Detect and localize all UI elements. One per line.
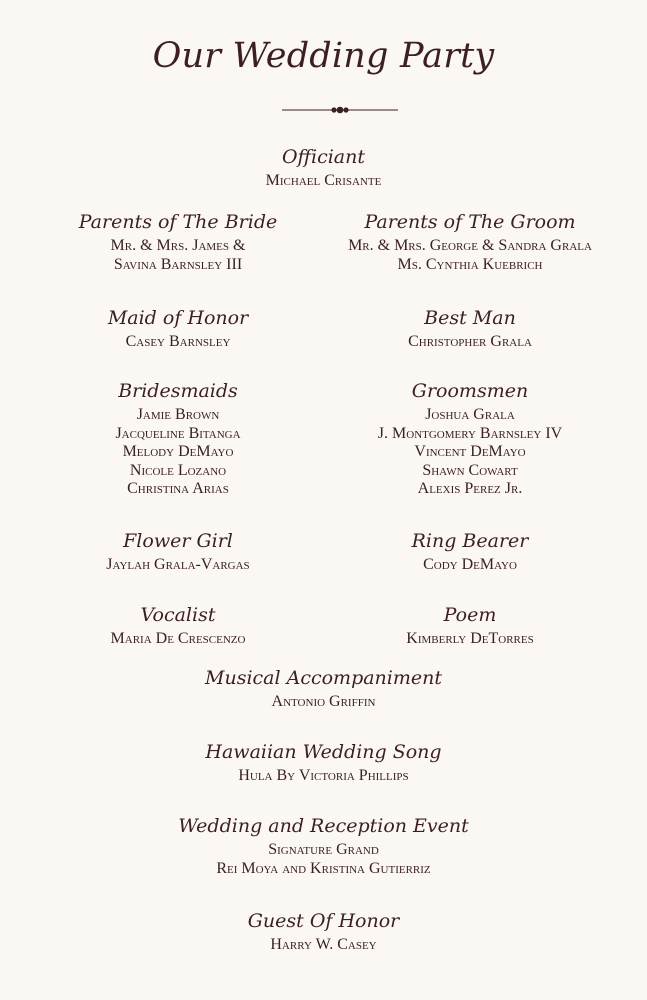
flower-girl-heading: Flower Girl: [123, 530, 233, 552]
maid-of-honor-names: [48, 333, 308, 352]
musical-accompaniment-section: [0, 667, 647, 712]
ring-bearer-names: [324, 556, 616, 575]
groomsman-name: Shawn Cowart: [422, 461, 518, 479]
bridesmaid-name: Christina Arias: [127, 480, 229, 497]
groomsmen-section: [324, 380, 616, 499]
vocalist-heading: Vocalist: [140, 604, 216, 626]
poem-name: Kimberly DeTorres: [406, 630, 534, 647]
guest-of-honor-section: [0, 910, 647, 955]
guest-of-honor-names: [0, 936, 647, 955]
parents-of-bride-heading: Parents of The Bride: [78, 211, 278, 233]
officiant-section: [0, 146, 647, 191]
guest-of-honor-name: Harry W. Casey: [270, 936, 377, 953]
maid-of-honor-section: [48, 307, 308, 352]
bridesmaids-section: [48, 380, 308, 499]
musical-accompaniment-name: Antonio Griffin: [271, 693, 376, 710]
bridesmaid-name: Nicole Lozano: [129, 461, 227, 479]
parents-of-groom-section: [324, 211, 616, 274]
officiant-names: [0, 172, 647, 191]
bridesmaids-heading: Bridesmaids: [118, 380, 238, 402]
best-man-names: [324, 333, 616, 352]
maid-of-honor-name: Casey Barnsley: [125, 333, 231, 350]
bridesmaids-names: [48, 406, 308, 499]
poem-section: [324, 604, 616, 649]
officiant-name: Michael Crisante: [265, 172, 382, 189]
parents-of-groom-line: Ms. Cynthia Kuebrich: [397, 255, 543, 273]
parents-of-bride-section: [48, 211, 308, 274]
wedding-reception-event-heading: Wedding and Reception Event: [178, 815, 469, 837]
hawaiian-wedding-song-names: [0, 767, 647, 786]
vocalist-names: [48, 630, 308, 649]
groomsmen-names: [324, 406, 616, 499]
hawaiian-wedding-song-name: Hula By Victoria Phillips: [238, 767, 409, 784]
hawaiian-wedding-song-section: [0, 741, 647, 786]
flower-girl-name: Jaylah Grala-Vargas: [106, 556, 250, 573]
bridesmaid-name: Jamie Brown: [136, 406, 220, 423]
groomsman-name: Vincent DeMayo: [414, 443, 526, 460]
parents-of-bride-line: Mr. & Mrs. James &: [110, 237, 246, 254]
maid-of-honor-heading: Maid of Honor: [107, 307, 249, 329]
groomsman-name: J. Montgomery Barnsley IV: [377, 424, 563, 442]
vocalist-name: Maria De Crescenzo: [110, 630, 246, 647]
event-hosts-line: Rei Moya and Kristina Gutierriz: [216, 859, 431, 877]
groomsman-name: Alexis Perez Jr.: [417, 480, 523, 497]
parents-of-groom-heading: Parents of The Groom: [364, 211, 576, 233]
best-man-section: [324, 307, 616, 352]
parents-of-groom-names: [324, 237, 616, 274]
best-man-heading: Best Man: [424, 307, 516, 329]
wedding-reception-event-section: [0, 815, 647, 878]
groomsman-name: Joshua Grala: [425, 406, 515, 423]
poem-names: [324, 630, 616, 649]
ring-bearer-heading: Ring Bearer: [411, 530, 529, 552]
ornamental-divider-icon: [281, 103, 399, 117]
flower-girl-names: [48, 556, 308, 575]
musical-accompaniment-names: [0, 693, 647, 712]
hawaiian-wedding-song-heading: Hawaiian Wedding Song: [205, 741, 442, 763]
poem-heading: Poem: [443, 604, 497, 626]
ring-bearer-name: Cody DeMayo: [423, 556, 517, 573]
flower-girl-section: [48, 530, 308, 575]
guest-of-honor-heading: Guest Of Honor: [247, 910, 400, 932]
vocalist-section: [48, 604, 308, 649]
wedding-reception-event-names: [0, 841, 647, 878]
ring-bearer-section: [324, 530, 616, 575]
musical-accompaniment-heading: Musical Accompaniment: [205, 667, 442, 689]
bridesmaid-name: Melody DeMayo: [122, 443, 234, 460]
parents-of-groom-line: Mr. & Mrs. George & Sandra Grala: [348, 237, 592, 254]
parents-of-bride-names: [48, 237, 308, 274]
page-title: Our Wedding Party: [152, 36, 495, 76]
event-venue-line: Signature Grand: [268, 841, 379, 858]
best-man-name: Christopher Grala: [408, 333, 532, 350]
officiant-heading: Officiant: [281, 146, 366, 168]
bridesmaid-name: Jacqueline Bitanga: [115, 424, 241, 442]
parents-of-bride-line: Savina Barnsley III: [113, 255, 243, 273]
groomsmen-heading: Groomsmen: [411, 380, 529, 402]
